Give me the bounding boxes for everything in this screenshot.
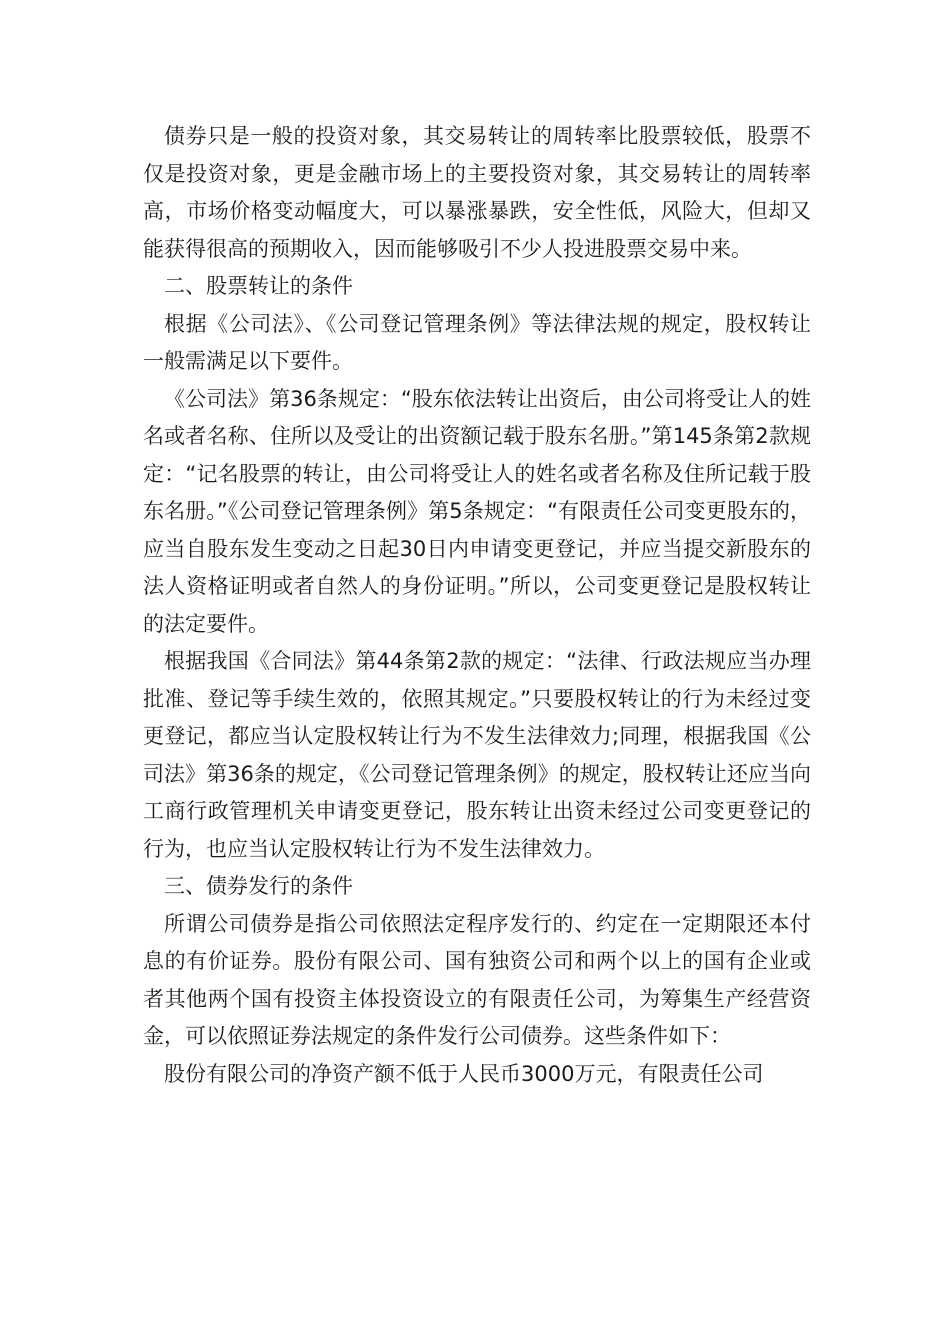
- document-body: [143, 118, 811, 1093]
- paragraph-contract-law-art44: 根据我国《合同法》第44条第2款的规定：“法律、行政法规应当办理批准、登记等手续生效的，依照其规定。”只要股权转让的行为未经过变更登记，都应当认定股权转让行为不发生法律效力;同理，根据我国《公司法》第36条的规定，《公司登记管理条例》的规定，股权转让还应当向工商行政管理机关申请变更登记，股东转让出资未经过公司变更登记的行为，也应当认定股权转让行为不发生法律效力。: [143, 649, 811, 861]
- paragraph-net-assets-condition: 股份有限公司的净资产额不低于人民币3000万元，有限责任公司: [164, 1061, 764, 1086]
- paragraph-transfer-requirements: 根据《公司法》、《公司登记管理条例》等法律法规的规定，股权转让一般需满足以下要件。: [143, 311, 811, 373]
- section-heading-stock-transfer: 二、股票转让的条件: [164, 274, 353, 298]
- paragraph-stock-vs-bond: 债券只是一般的投资对象，其交易转让的周转率比股票较低，股票不仅是投资对象，更是金融市场上的主要投资对象，其交易转让的周转率高，市场价格变动幅度大，可以暴涨暴跌，安全性低，风险大，但却又能获得很高的预期收入，因而能够吸引不少人投进股票交易中来。: [143, 124, 811, 261]
- paragraph-corporate-bond-definition: 所谓公司债券是指公司依照法定程序发行的、约定在一定期限还本付息的有价证券。股份有限公司、国有独资公司和两个以上的国有企业或者其他两个国有投资主体投资设立的有限责任公司，为筹集生产经营资金，可以依照证券法规定的条件发行公司债券。这些条件如下：: [143, 911, 811, 1048]
- paragraph-company-law-art36: 《公司法》第36条规定：“股东依法转让出资后，由公司将受让人的姓名或者名称、住所以及受让的出资额记载于股东名册。”第145条第2款规定：“记名股票的转让，由公司将受让人的姓名或者名称及住所记载于股东名册。”《公司登记管理条例》第5条规定：“有限责任公司变更股东的，应当自股东发生变动之日起30日内申请变更登记，并应当提交新股东的法人资格证明或者自然人的身份证明。”所以，公司变更登记是股权转让的法定要件。: [143, 386, 811, 636]
- section-heading-bond-issuance: 三、债券发行的条件: [164, 874, 353, 898]
